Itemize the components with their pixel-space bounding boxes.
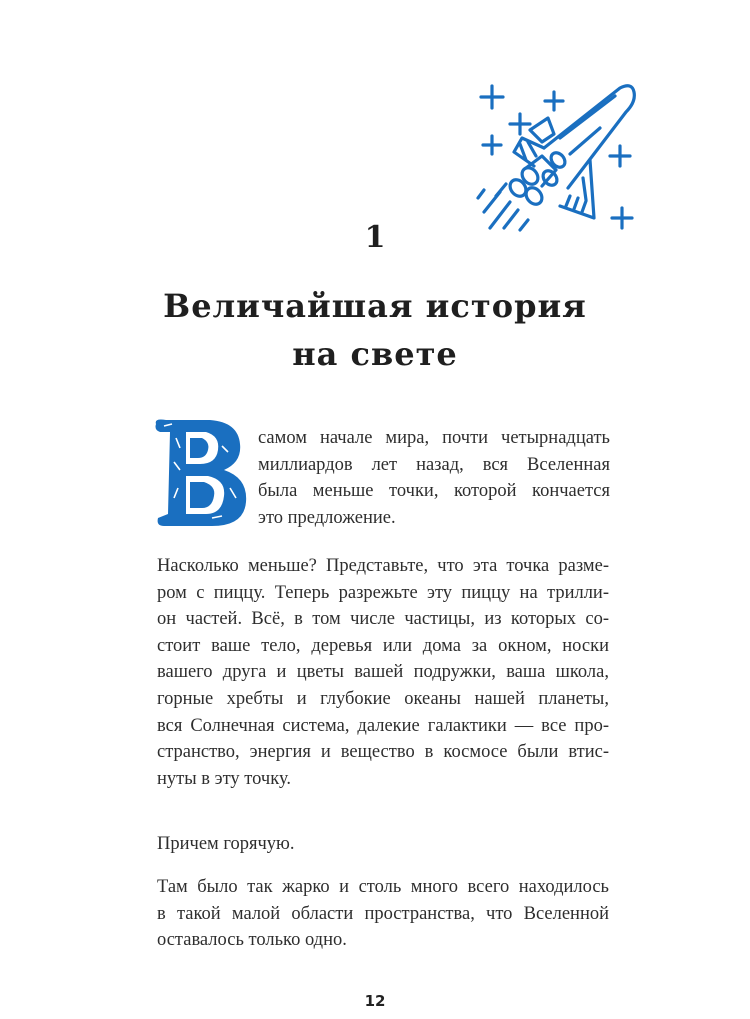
dropcap-letter	[152, 418, 250, 528]
paragraph-2	[157, 553, 609, 792]
text-line: самом начале мира, почти четырнадцать	[258, 428, 610, 448]
chapter-title-line-2: на свете	[292, 335, 458, 373]
text-line: нуты в эту точку.	[157, 768, 291, 789]
text-line: в такой малой области пространства, что Вселенной	[157, 903, 609, 924]
paragraph-1	[258, 425, 610, 531]
text-line: он частей. Всё, в том числе частицы, из которых со-	[157, 609, 609, 630]
star-icons	[481, 86, 632, 228]
paragraph-4	[157, 874, 609, 954]
text-line: это предложение.	[258, 507, 396, 528]
text-line: Там было так жарко и столь много всего находилось	[157, 877, 609, 897]
chapter-title-line-1: Величайшая история	[163, 287, 587, 325]
text-line: вашего друга и цветы вашей подружки, ваша школа,	[157, 662, 609, 683]
text-line: вся Солнечная система, далекие галактики — все про-	[157, 715, 609, 736]
text-line: миллиардов лет назад, вся Вселенная	[258, 454, 610, 475]
text-line: стоит ваше тело, деревья или дома за окном, носки	[157, 635, 609, 656]
text-line: горные хребты и глубокие океаны нашей планеты,	[157, 688, 609, 709]
text-line: ром с пиццу. Теперь разрежьте эту пиццу на трилли-	[157, 582, 609, 603]
chapter-title	[0, 282, 750, 378]
text-line: была меньше точки, которой кончается	[258, 481, 610, 502]
chapter-number: 1	[364, 220, 386, 255]
text-line: странство, энергия и вещество в космосе были втис-	[157, 742, 609, 763]
text-line: оставалось только одно.	[157, 930, 347, 951]
page-number: 12	[364, 992, 386, 1010]
text-line: Причем горячую.	[157, 834, 295, 854]
paragraph-3	[157, 831, 609, 858]
text-line: Насколько меньше? Представьте, что эта точка разме-	[157, 556, 609, 576]
